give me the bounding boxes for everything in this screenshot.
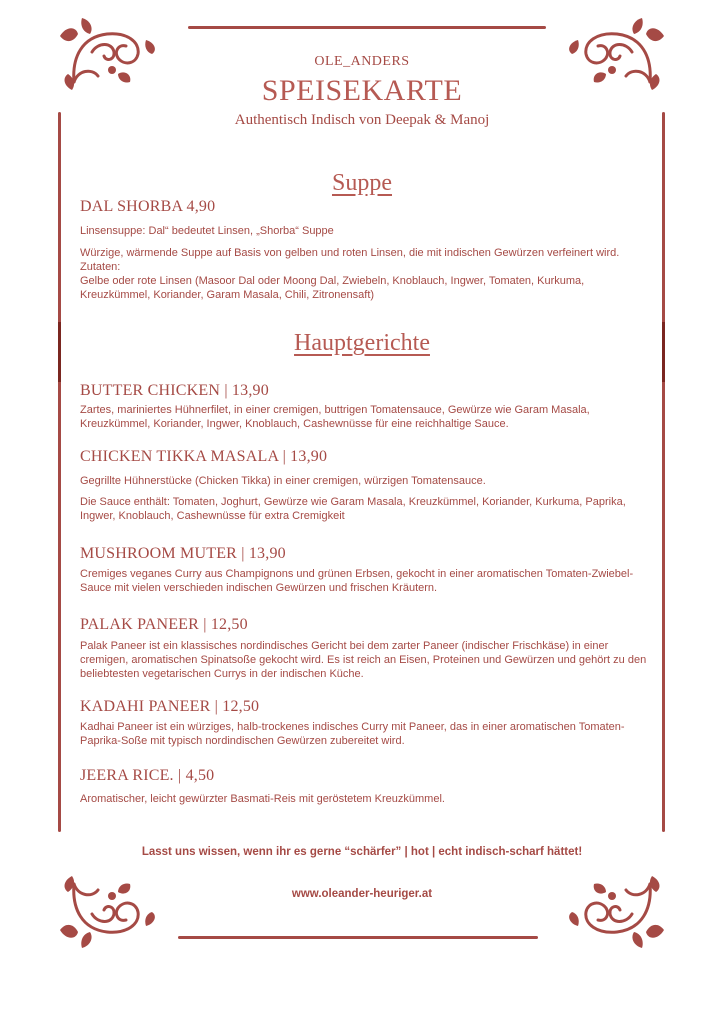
ornament-corner-icon: [562, 870, 672, 954]
menu-item-name: PALAK PANEER | 12,50: [80, 616, 248, 633]
ornament-corner-icon: [52, 870, 162, 954]
website-link[interactable]: www.oleander-heuriger.at: [291, 888, 433, 900]
top-divider: [188, 26, 546, 29]
menu-item-description: Gelbe oder rote Linsen (Masoor Dal oder Moong Dal, Zwiebeln, Knoblauch, Ingwer, Tomaten, Kurkuma, Kreuzkümmel, Koriander, Garam Masala, Chili, Zitronensaft): [80, 275, 585, 301]
menu-item-description: Aromatischer, leicht gewürzter Basmati-Reis mit geröstetem Kreuzkümmel.: [80, 793, 445, 805]
menu-item-name: MUSHROOM MUTER | 13,90: [80, 545, 286, 562]
menu-item-description: Gegrillte Hühnerstücke (Chicken Tikka) in einer cremigen, würzigen Tomatensauce.: [80, 475, 486, 487]
menu-item-description: Linsensuppe: Dal“ bedeutet Linsen, „Shorba“ Suppe: [80, 225, 334, 237]
menu-item-description: Kadhai Paneer ist ein würziges, halb-trockenes indisches Curry mit Paneer, das in einer aromatischen Tomaten-Paprika-Soße mit typisch nordindischen Gewürzen zubereitet wird.: [80, 721, 625, 747]
menu-item-name: CHICKEN TIKKA MASALA | 13,90: [80, 448, 328, 465]
spice-level-note: Lasst uns wissen, wenn ihr es gerne “schärfer” | hot | echt indisch-scharf hättet!: [141, 846, 583, 858]
section-heading-hauptgerichte: Hauptgerichte: [294, 330, 430, 356]
page-subtitle: Authentisch Indisch von Deepak & Manoj: [234, 112, 490, 128]
menu-item-description: Palak Paneer ist ein klassisches nordindisches Gericht bei dem zarter Paneer (indischer Frischkäse) in einer cremigen, aromatischen Spinatsoße gekocht wird. Es ist reich an Eisen, Proteinen und Gewürzen und gehört zu den beliebtesten vegetarischen Currys in der indischen Küche.: [80, 640, 647, 680]
menu-item-name: JEERA RICE. | 4,50: [80, 767, 215, 784]
menu-item-name: DAL SHORBA 4,90: [80, 198, 216, 215]
section-heading-suppe: Suppe: [332, 170, 392, 196]
bottom-divider: [178, 936, 538, 939]
left-border: [58, 112, 61, 832]
restaurant-brand: OLE_ANDERS: [314, 54, 410, 69]
menu-item-name: KADAHI PANEER | 12,50: [80, 698, 260, 715]
menu-item-name: BUTTER CHICKEN | 13,90: [80, 382, 269, 399]
menu-item-description: Die Sauce enthält: Tomaten, Joghurt, Gewürze wie Garam Masala, Kreuzkümmel, Koriander, Kurkuma, Paprika, Ingwer, Knoblauch, Cashewnüsse für extra Cremigkeit: [80, 496, 626, 522]
menu-item-description: Cremiges veganes Curry aus Champignons und grünen Erbsen, gekocht in einer aromatischen Tomaten-Zwiebel-Sauce mit vielen verschieden indischen Gewürzen und frischen Kräutern.: [80, 568, 634, 594]
page-title: SPEISEKARTE: [261, 74, 463, 107]
right-border: [662, 112, 665, 832]
menu-item-description: Würzige, wärmende Suppe auf Basis von gelben und roten Linsen, die mit indischen Gewürzen verfeinert wird. Zutaten:: [80, 247, 620, 273]
menu-item-description: Zartes, mariniertes Hühnerfilet, in einer cremigen, buttrigen Tomatensauce, Gewürze wie Garam Masala, Kreuzkümmel, Koriander, Ingwer, Knoblauch, Cashewnüsse für eine reichhaltige Sauce.: [80, 404, 590, 430]
